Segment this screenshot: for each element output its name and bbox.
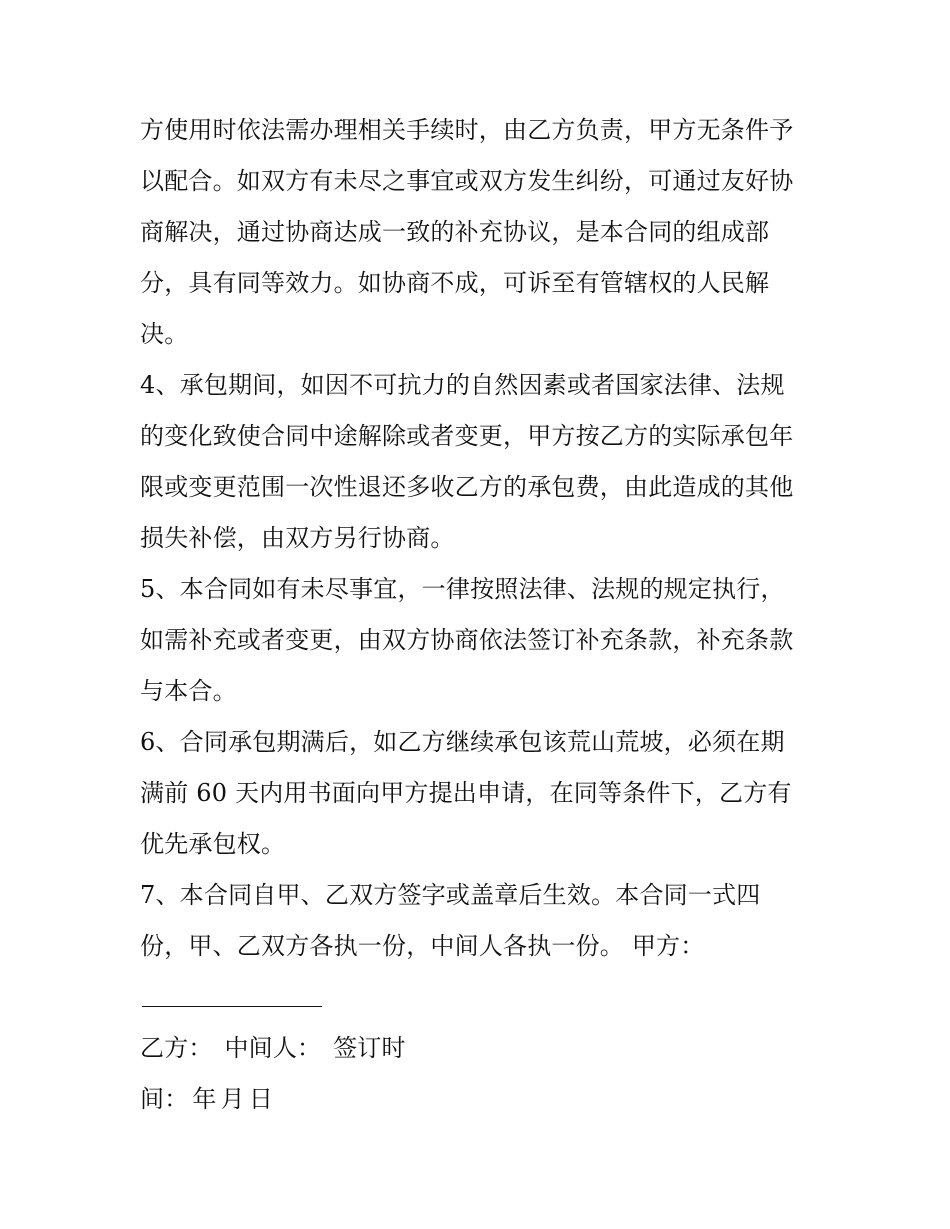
text-line: 优先承包权。 [140, 830, 286, 858]
text-line: 商解决，通过协商达成一致的补充协议，是本合同的组成部 [140, 218, 770, 246]
month-label: 月 [220, 1085, 245, 1113]
clause-4-line: 4、承包期间，如因不可抗力的自然因素或者国家法律、法规 [140, 371, 785, 399]
clause-6-line: 6、合同承包期满后，如乙方继续承包该荒山荒坡，必须在期 [140, 728, 785, 756]
text-line: 与本合。 [140, 677, 237, 705]
text-line: 决。 [140, 320, 189, 348]
text-line: 限或变更范围一次性退还多收乙方的承包费，由此造成的其他 [140, 473, 794, 501]
text-line: 方使用时依法需办理相关手续时，由乙方负责，甲方无条件予 [140, 116, 794, 144]
day-label: 日 [248, 1085, 274, 1113]
year-label: 年 [192, 1085, 217, 1113]
party-b-label: 乙方： [140, 1034, 213, 1062]
signature-row [140, 1027, 820, 1078]
date-row [140, 1078, 820, 1129]
text-line: 分，具有同等效力。如协商不成，可诉至有管辖权的人民解 [140, 269, 770, 297]
clause-5-line: 5、本合同如有未尽事宜，一律按照法律、法规的规定执行， [140, 575, 785, 603]
middleman-label: 中间人： [224, 1034, 322, 1062]
signing-time-label: 签订时 [333, 1034, 406, 1062]
party-a-signature-line [140, 976, 820, 1027]
text-line: 如需补充或者变更，由双方协商依法签订补充条款，补充条款 [140, 626, 794, 654]
signing-time-label-cont: 间： [140, 1085, 189, 1113]
text-line: 损失补偿，由双方另行协商。 [140, 524, 455, 552]
party-a-signature-blank [142, 976, 322, 1007]
clause-7-line: 7、本合同自甲、乙双方签字或盖章后生效。本合同一式四 [140, 881, 761, 909]
text-line: 份，甲、乙双方各执一份，中间人各执一份。 甲方： [140, 932, 705, 960]
contract-body [140, 109, 820, 1129]
text-line: 以配合。如双方有未尽之事宜或双方发生纠纷，可通过友好协 [140, 167, 794, 195]
text-line: 的变化致使合同中途解除或者变更，甲方按乙方的实际承包年 [140, 422, 794, 450]
text-line: 满前 60 天内用书面向甲方提出申请，在同等条件下，乙方有 [140, 779, 792, 807]
